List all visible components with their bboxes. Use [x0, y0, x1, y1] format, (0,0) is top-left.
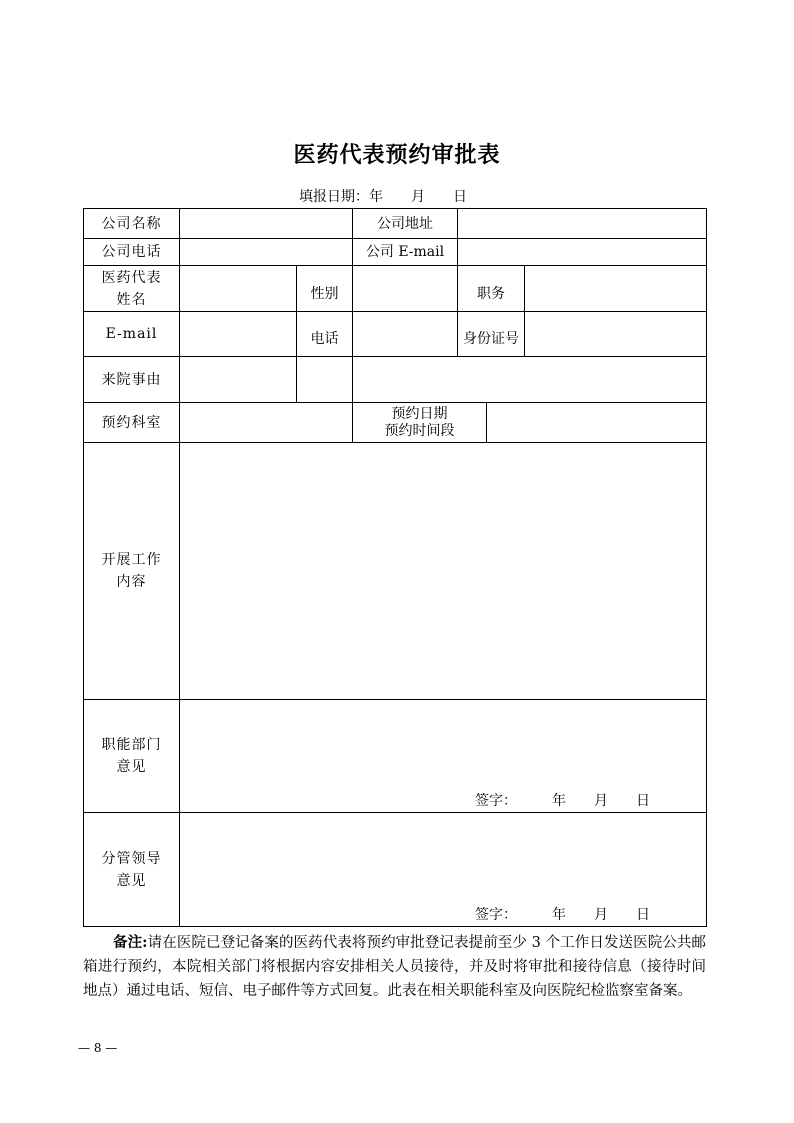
note-label: 备注: — [113, 934, 148, 951]
rep-name-field[interactable] — [180, 266, 297, 312]
position-field[interactable] — [525, 266, 707, 312]
dept-opinion-label-line2: 意见 — [116, 759, 147, 775]
email-label: E-mail — [84, 312, 180, 357]
email-field[interactable] — [180, 312, 297, 357]
rep-name-label-line2: 姓名 — [116, 291, 147, 308]
leader-opinion-field[interactable] — [180, 813, 707, 927]
dept-opinion-label-line1: 职能部门 — [101, 737, 162, 753]
company-name-field[interactable] — [180, 209, 353, 239]
appointment-date-field[interactable] — [487, 403, 707, 443]
dept-signature-line: 签字： 年 月 日 — [475, 793, 651, 809]
work-content-field[interactable] — [180, 443, 707, 700]
id-number-label: 身份证号 — [458, 312, 525, 357]
approval-form-table — [83, 208, 707, 927]
leader-signature-line: 签字： 年 月 日 — [475, 907, 651, 923]
page-number: — 8 — — [78, 1041, 118, 1055]
fill-date: 填报日期：年 月 日 — [299, 189, 467, 205]
dept-opinion-field[interactable] — [180, 700, 707, 813]
appointment-date-label — [353, 403, 487, 443]
leader-opinion-label-line2: 意见 — [116, 872, 147, 889]
work-content-label-line1: 开展工作 — [101, 552, 162, 568]
company-phone-label: 公司电话 — [84, 239, 180, 266]
phone-field[interactable] — [353, 312, 458, 357]
form-title: 医药代表预约审批表 — [293, 143, 501, 168]
id-number-field[interactable] — [525, 312, 707, 357]
rep-name-label — [84, 266, 180, 312]
company-email-field[interactable] — [458, 239, 707, 266]
position-label: 职务 — [458, 266, 525, 312]
company-address-label: 公司地址 — [353, 209, 458, 239]
work-content-label-line2: 内容 — [116, 574, 147, 590]
phone-label: 电话 — [297, 312, 353, 357]
leader-opinion-label-line1: 分管领导 — [101, 850, 162, 867]
leader-opinion-label — [84, 813, 180, 927]
note-paragraph — [83, 931, 706, 1003]
visit-reason-detail-field[interactable] — [353, 357, 707, 403]
appointment-date-text: 预约日期 — [391, 405, 448, 422]
department-field[interactable] — [180, 403, 353, 443]
gender-label: 性别 — [297, 266, 353, 312]
work-content-label — [84, 443, 180, 700]
appointment-time-text: 预约时间段 — [384, 422, 455, 439]
company-name-label: 公司名称 — [84, 209, 180, 239]
department-label: 预约科室 — [84, 403, 180, 443]
rep-name-label-line1: 医药代表 — [101, 269, 162, 286]
dept-opinion-label — [84, 700, 180, 813]
gender-field[interactable] — [353, 266, 458, 312]
visit-reason-field[interactable] — [180, 357, 297, 403]
company-address-field[interactable] — [458, 209, 707, 239]
visit-reason-label: 来院事由 — [84, 357, 180, 403]
note-text: 请在医院已登记备案的医药代表将预约审批登记表提前至少 3 个工作日发送医院公共邮箱进行预约，本院相关部门将根据内容安排相关人员接待，并及时将审批和接待信息（接待时间地点）通过电话、短信、电子邮件等方式回复。此表在相关职能科室及向医院纪检监察室备案。 — [83, 935, 706, 999]
visit-reason-extra-field[interactable] — [297, 357, 353, 403]
company-email-label: 公司 E-mail — [353, 239, 458, 266]
company-phone-field[interactable] — [180, 239, 353, 266]
